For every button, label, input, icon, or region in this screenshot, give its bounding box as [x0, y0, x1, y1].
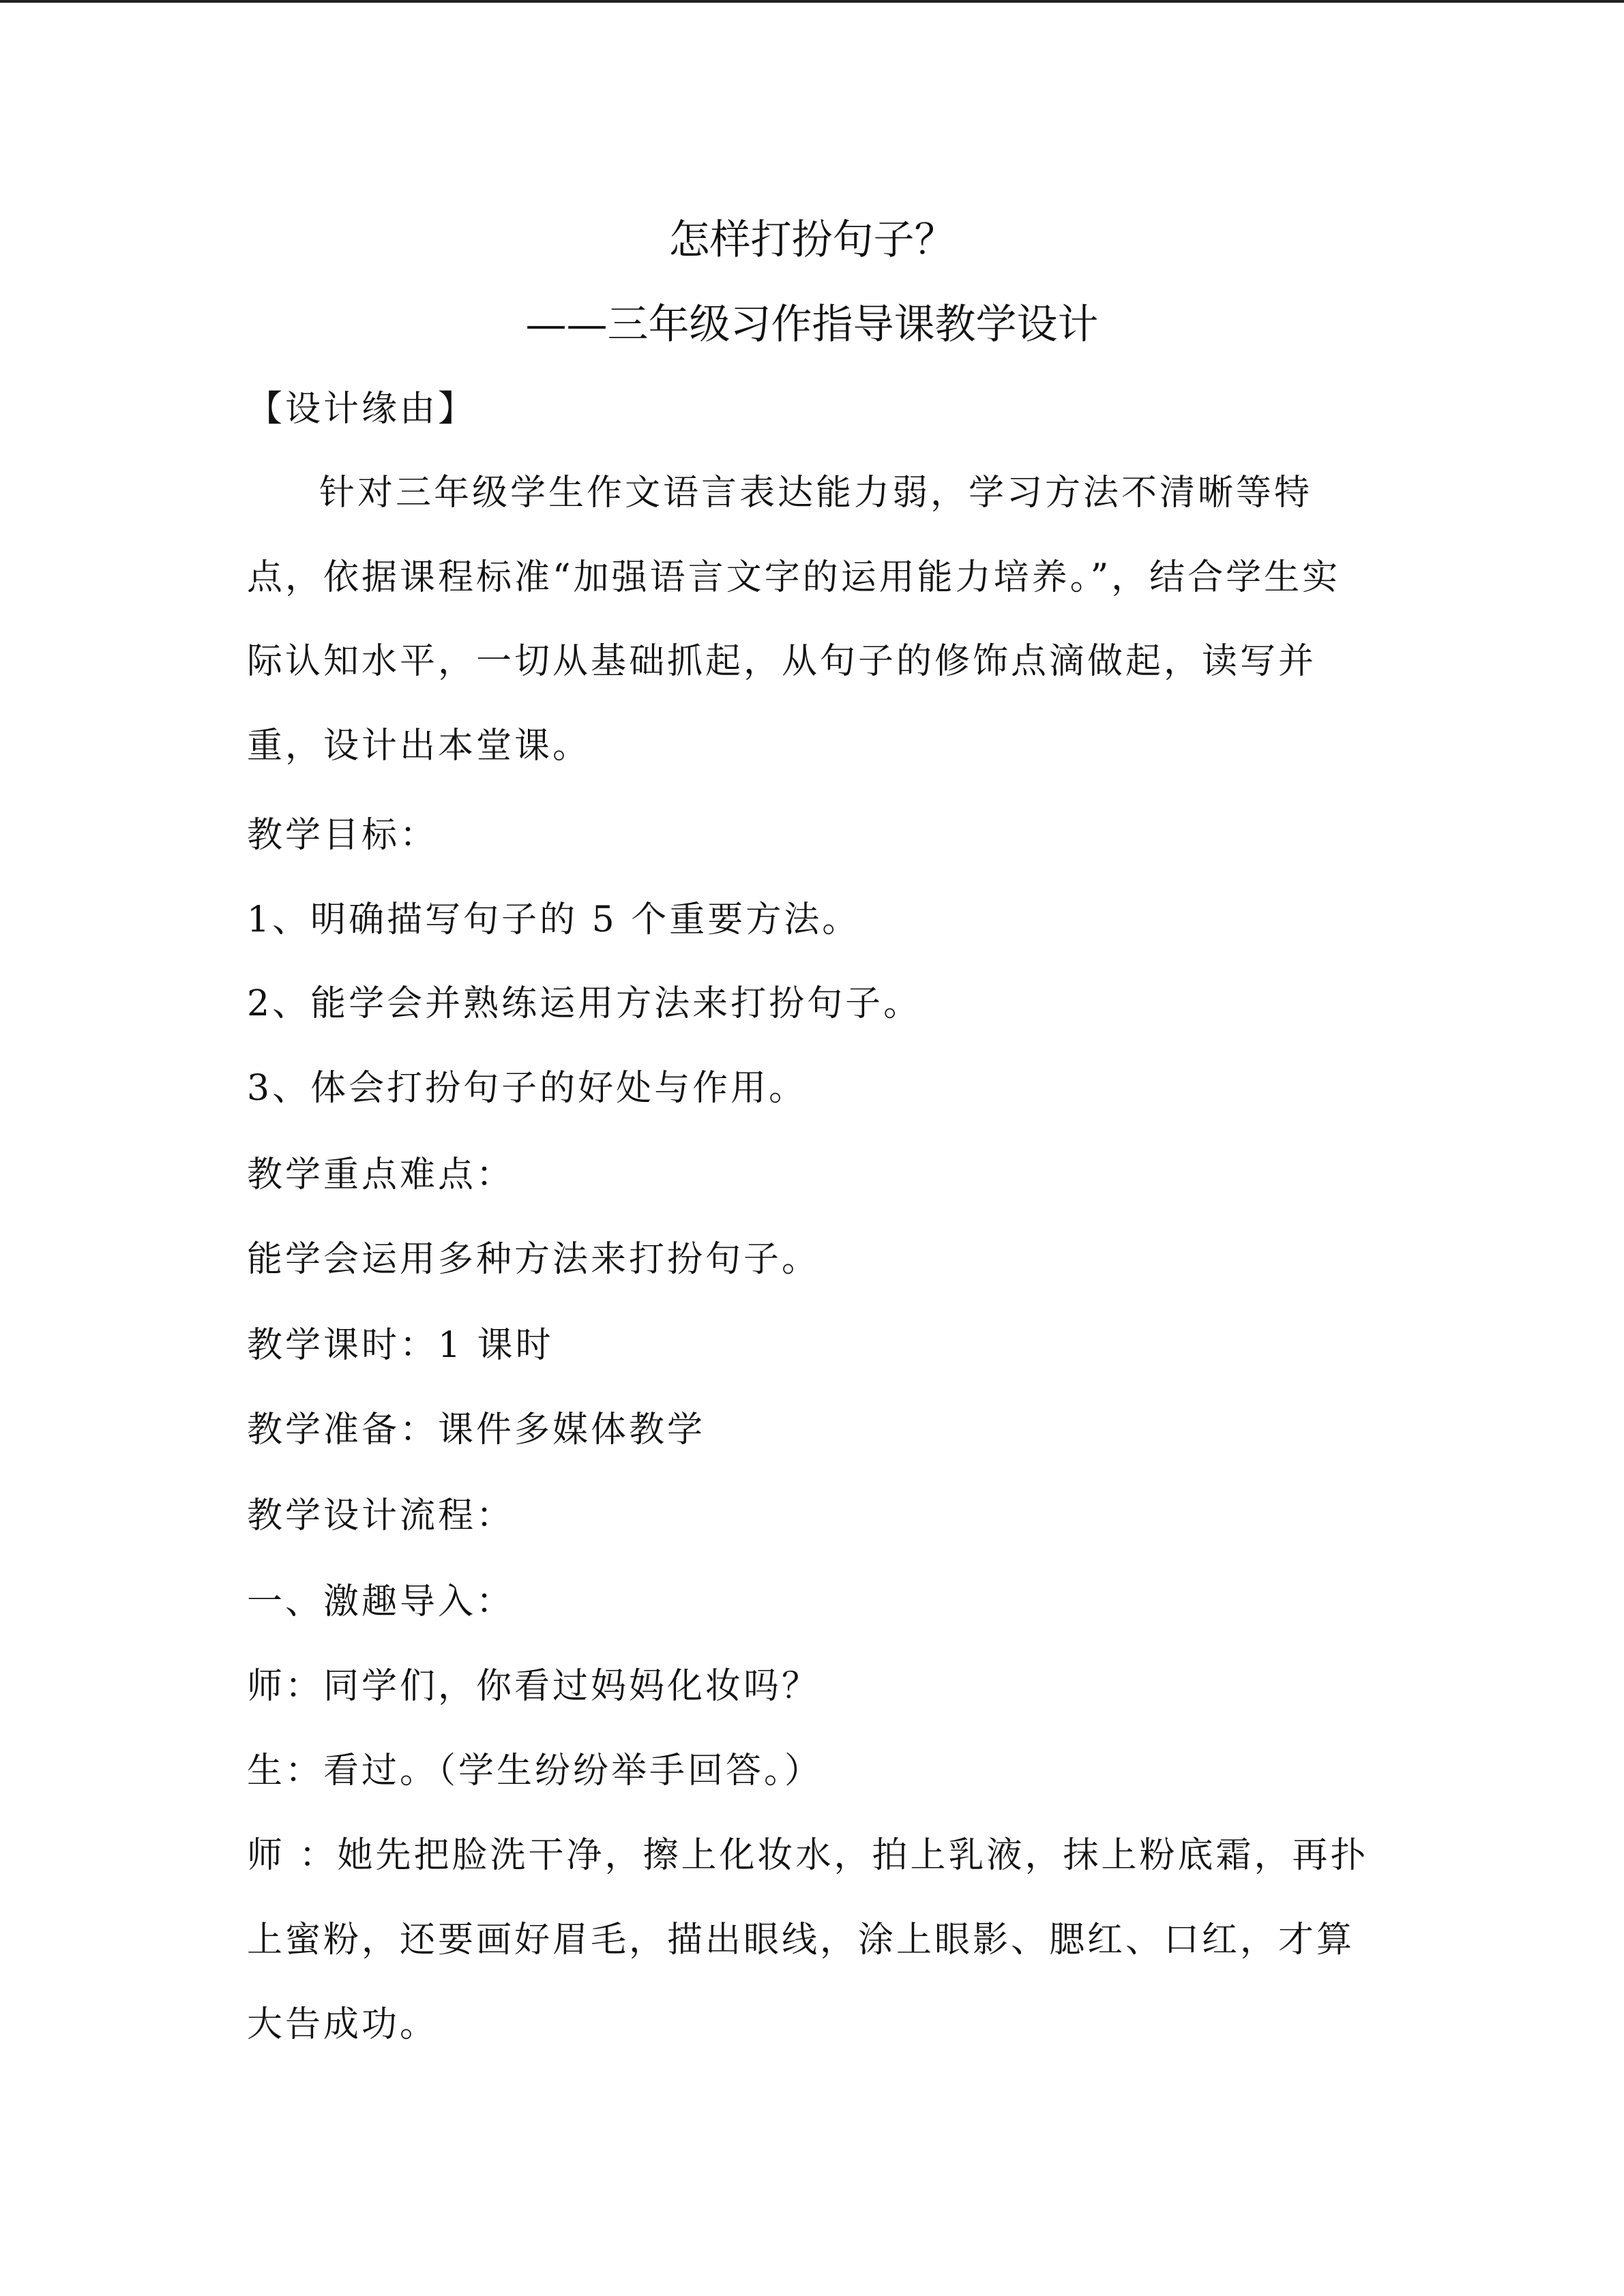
paragraph-line: 针对三年级学生作文语言表达能力弱，学习方法不清晰等特	[319, 473, 1313, 513]
key-point-text: 能学会运用多种方法来打扮句子。	[247, 1239, 821, 1280]
section-heading-design-reason: 【设计缘由】	[247, 389, 477, 430]
document-subtitle: ——三年级习作指导课教学设计	[525, 301, 1099, 348]
section-heading-objectives: 教学目标：	[247, 815, 439, 856]
dialogue-line: 生：看过。（学生纷纷举手回答。）	[247, 1750, 823, 1791]
objective-item: 3、体会打扮句子的好处与作用。	[247, 1068, 808, 1109]
dialogue-line: 上蜜粉，还要画好眉毛，描出眼线，涂上眼影、腮红、口红，才算	[247, 1920, 1355, 1960]
section-heading-key-points: 教学重点难点：	[247, 1154, 515, 1195]
lesson-hours: 教学课时：1 课时	[247, 1325, 554, 1366]
dialogue-line: 师：同学们，你看过妈妈化妆吗？	[247, 1666, 821, 1707]
document-title: 怎样打扮句子？	[668, 216, 956, 264]
objective-item: 2、能学会并熟练运用方法来打扮句子。	[247, 983, 922, 1024]
section-heading-process: 教学设计流程：	[247, 1495, 515, 1536]
dialogue-line: 大告成功。	[247, 2004, 439, 2045]
process-step-heading: 一、激趣导入：	[247, 1581, 515, 1622]
objective-item: 1、明确描写句子的 5 个重要方法。	[247, 899, 861, 940]
paragraph-line: 重，设计出本堂课。	[247, 726, 591, 766]
dialogue-line: 师 ：她先把脸洗干净，擦上化妆水，拍上乳液，抹上粉底霜，再扑	[247, 1835, 1369, 1876]
lesson-preparation: 教学准备：课件多媒体教学	[247, 1410, 706, 1450]
paragraph-line: 际认知水平，一切从基础抓起，从句子的修饰点滴做起，读写并	[247, 641, 1317, 682]
paragraph-line: 点，依据课程标准“加强语言文字的运用能力培养。”，结合学生实	[247, 557, 1341, 598]
